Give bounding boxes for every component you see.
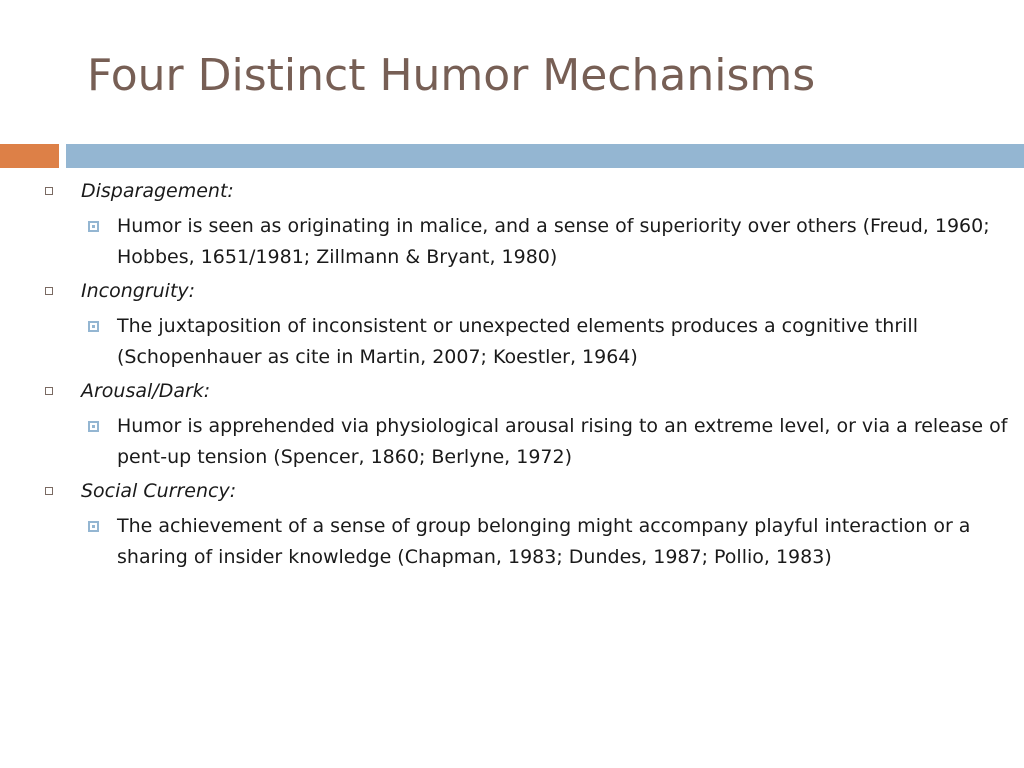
bullet-item-arousal-dark [0,376,1024,406]
square-bullet-icon [88,221,99,232]
hollow-square-bullet-icon [45,387,53,395]
slide-title: Four Distinct Humor Mechanisms [87,50,816,101]
hollow-square-bullet-icon [45,487,53,495]
bullet-heading: Arousal/Dark: [81,380,211,402]
accent-bar-orange [0,144,59,168]
sub-bullet-text: Humor is apprehended via physiological arousal rising to an extreme level, or via a release of pent-up tension (Spencer, 1860; Berlyne, 1972) [117,415,1008,468]
sub-bullet-item [0,211,1024,272]
bullet-heading: Disparagement: [81,180,234,202]
bullet-heading: Incongruity: [81,280,196,302]
sub-bullet-item [0,311,1024,372]
bullet-list [0,174,1024,576]
sub-bullet-text: The achievement of a sense of group belonging might accompany playful interaction or a sharing of insider knowledge (Chapman, 1983; Dundes, 1987; Pollio, 1983) [117,515,971,568]
accent-bar-blue [66,144,1024,168]
sub-bullet-text: Humor is seen as originating in malice, and a sense of superiority over others (Freud, 1960; Hobbes, 1651/1981; Zillmann & Bryant, 1980) [117,215,990,268]
sub-bullet-text: The juxtaposition of inconsistent or unexpected elements produces a cognitive thrill (Schopenhauer as cite in Martin, 2007; Koestler, 1964) [117,315,918,368]
sub-bullet-item [0,511,1024,572]
bullet-item-social-currency [0,476,1024,506]
square-bullet-icon [88,521,99,532]
bullet-item-disparagement [0,176,1024,206]
hollow-square-bullet-icon [45,187,53,195]
hollow-square-bullet-icon [45,287,53,295]
bullet-item-incongruity [0,276,1024,306]
square-bullet-icon [88,421,99,432]
square-bullet-icon [88,321,99,332]
bullet-heading: Social Currency: [81,480,237,502]
sub-bullet-item [0,411,1024,472]
